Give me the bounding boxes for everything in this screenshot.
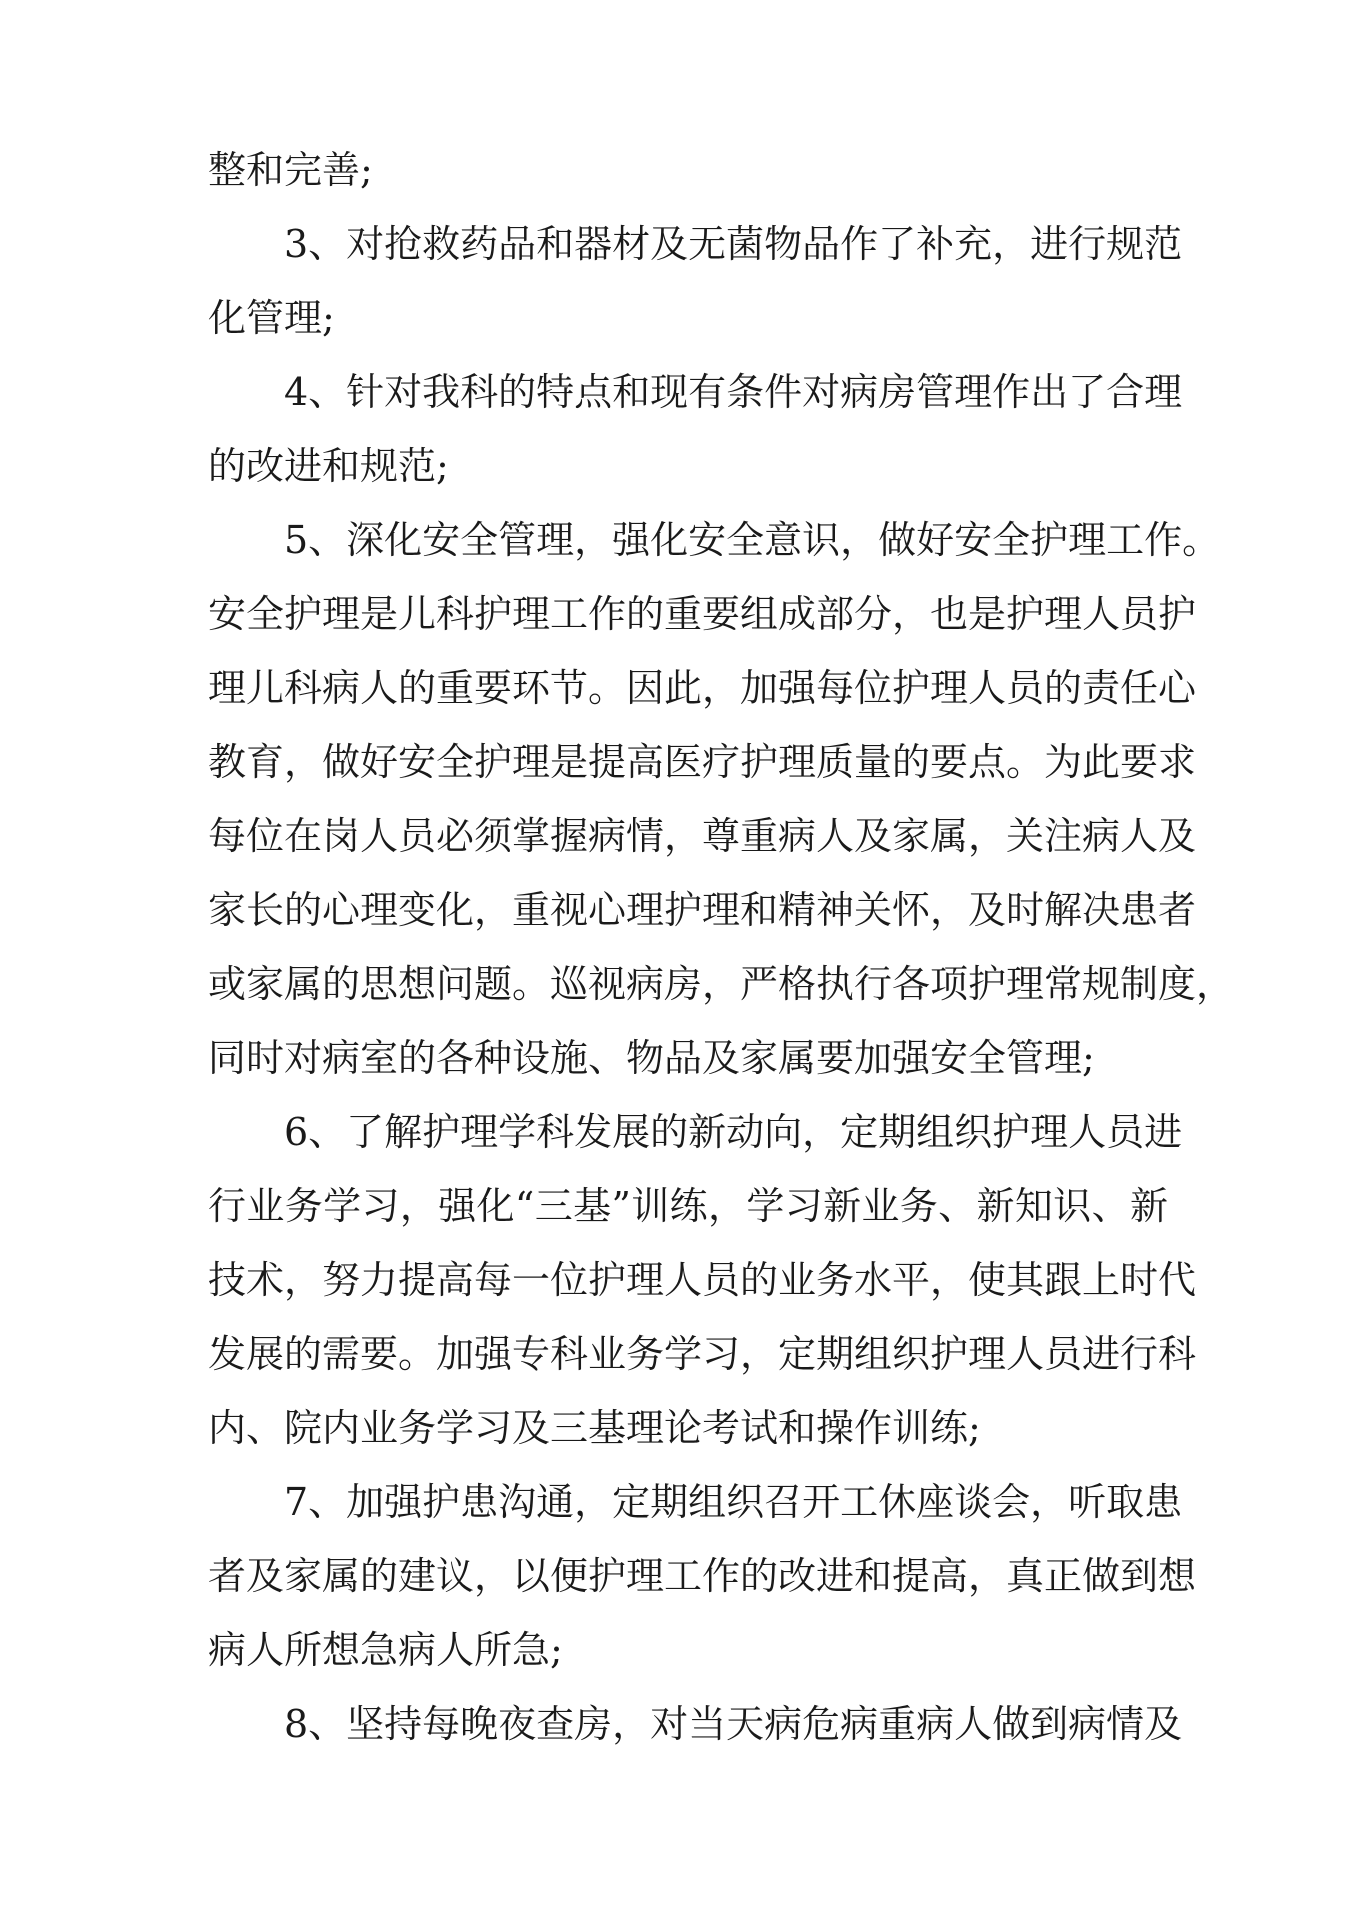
text-line: 病人所想急病人所急; xyxy=(208,1628,563,1672)
paragraph-3-start: 3、对抢救药品和器材及无菌物品作了补充，进行规范 xyxy=(284,222,1183,266)
paragraph-7-start: 7、加强护患沟通，定期组织召开工休座谈会，听取患 xyxy=(284,1480,1183,1524)
paragraph-6-start: 6、了解护理学科发展的新动向，定期组织护理人员进 xyxy=(284,1110,1183,1154)
text-line: 技术，努力提高每一位护理人员的业务水平，使其跟上时代 xyxy=(208,1258,1197,1302)
paragraph-5-start: 5、深化安全管理，强化安全意识，做好安全护理工作。 xyxy=(284,518,1221,562)
text-line: 家长的心理变化，重视心理护理和精神关怀，及时解决患者 xyxy=(208,888,1197,932)
paragraph-8-start: 8、坚持每晚夜查房，对当天病危病重病人做到病情及 xyxy=(284,1702,1183,1746)
text-line: 教育，做好安全护理是提高医疗护理质量的要点。为此要求 xyxy=(208,740,1197,784)
text-line: 同时对病室的各种设施、物品及家属要加强安全管理; xyxy=(208,1036,1095,1080)
text-line: 发展的需要。加强专科业务学习，定期组织护理人员进行科 xyxy=(208,1332,1197,1376)
text-line: 或家属的思想问题。巡视病房，严格执行各项护理常规制度， xyxy=(208,962,1235,1006)
text-line: 每位在岗人员必须掌握病情，尊重病人及家属，关注病人及 xyxy=(208,814,1197,858)
paragraph-4-start: 4、针对我科的特点和现有条件对病房管理作出了合理 xyxy=(284,370,1183,414)
text-line: 整和完善; xyxy=(208,148,373,192)
text-line: 安全护理是儿科护理工作的重要组成部分，也是护理人员护 xyxy=(208,592,1197,636)
text-line: 理儿科病人的重要环节。因此，加强每位护理人员的责任心 xyxy=(208,666,1197,710)
body-text xyxy=(208,133,1235,1761)
text-line: 的改进和规范; xyxy=(208,444,449,488)
text-line: 化管理; xyxy=(208,296,335,340)
text-line: 者及家属的建议，以便护理工作的改进和提高，真正做到想 xyxy=(208,1554,1197,1598)
text-line: 内、院内业务学习及三基理论考试和操作训练; xyxy=(208,1406,981,1450)
text-line: 行业务学习，强化“三基”训练，学习新业务、新知识、新 xyxy=(208,1184,1168,1228)
